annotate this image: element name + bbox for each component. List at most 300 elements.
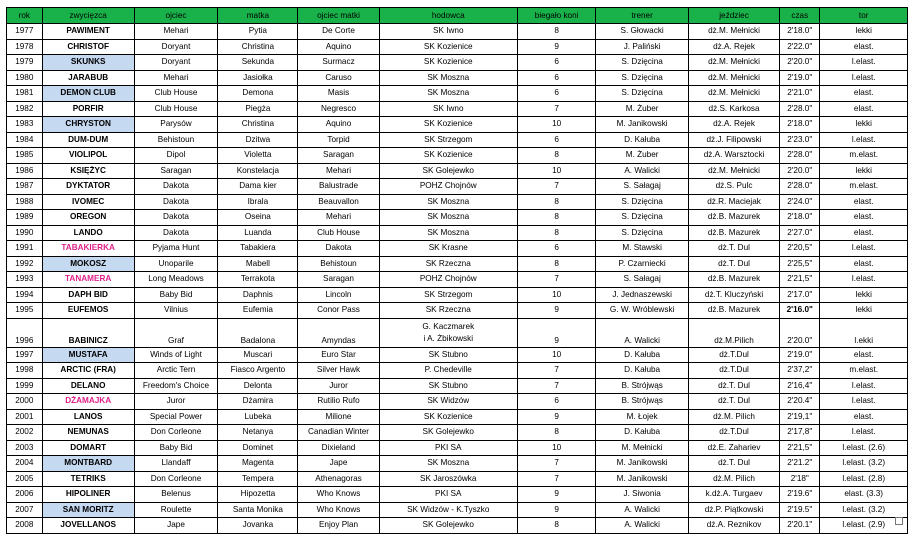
cell-czas[interactable]: 2'17,8" — [780, 425, 820, 441]
cell-matka[interactable]: Ibrala — [218, 194, 298, 210]
cell-ojciec[interactable]: Jape — [134, 518, 218, 534]
cell-tor[interactable]: elast. — [820, 86, 908, 102]
cell-hodowca[interactable]: SK Kozienice — [379, 148, 517, 164]
cell-biegalo-koni[interactable]: 10 — [517, 440, 595, 456]
cell-tor[interactable]: elast. — [820, 101, 908, 117]
cell-jezdziec[interactable]: dż.T.Dul — [688, 363, 779, 379]
cell-tor[interactable]: elast. (3.3) — [820, 487, 908, 503]
cell-hodowca[interactable]: SK Rzeczna — [379, 256, 517, 272]
cell-ojciec[interactable]: Baby Bid — [134, 440, 218, 456]
cell-hodowca[interactable]: PKI SA — [379, 440, 517, 456]
cell-biegalo-koni[interactable]: 9 — [517, 487, 595, 503]
cell-biegalo-koni[interactable]: 8 — [517, 24, 595, 40]
cell-matka[interactable]: Magenta — [218, 456, 298, 472]
cell-matka[interactable]: Terrakota — [218, 272, 298, 288]
column-header-tor[interactable]: tor — [820, 8, 908, 24]
cell-rok[interactable]: 1994 — [7, 287, 43, 303]
cell-tor[interactable]: elast. — [820, 194, 908, 210]
cell-rok[interactable]: 1978 — [7, 39, 43, 55]
cell-matka[interactable]: Delonta — [218, 378, 298, 394]
cell-zwyciezca[interactable]: DAPH BID — [42, 287, 134, 303]
cell-tor[interactable]: elast. — [820, 39, 908, 55]
cell-jezdziec[interactable]: dż.S. Pulc — [688, 179, 779, 195]
cell-jezdziec[interactable]: dż.B. Mazurek — [688, 272, 779, 288]
cell-trener[interactable]: M. Żuber — [596, 148, 689, 164]
cell-trener[interactable]: A. Walicki — [596, 502, 689, 518]
cell-ojciec[interactable]: Special Power — [134, 409, 218, 425]
cell-ojciec-matki[interactable]: Dixieland — [298, 440, 379, 456]
cell-rok[interactable]: 2003 — [7, 440, 43, 456]
cell-rok[interactable]: 1984 — [7, 132, 43, 148]
cell-jezdziec[interactable]: dż.T.Dul — [688, 425, 779, 441]
cell-jezdziec[interactable]: dż.M. Mełnicki — [688, 55, 779, 71]
cell-trener[interactable]: S. Sałagaj — [596, 179, 689, 195]
cell-trener[interactable]: M. Łojek — [596, 409, 689, 425]
cell-tor[interactable]: lekki — [820, 287, 908, 303]
cell-ojciec[interactable]: Saragan — [134, 163, 218, 179]
cell-jezdziec[interactable]: dż.M. Mełnicki — [688, 24, 779, 40]
cell-ojciec-matki[interactable]: Surmacz — [298, 55, 379, 71]
cell-biegalo-koni[interactable]: 7 — [517, 456, 595, 472]
cell-ojciec[interactable]: Roulette — [134, 502, 218, 518]
cell-rok[interactable]: 1986 — [7, 163, 43, 179]
cell-zwyciezca[interactable]: MONTBARD — [42, 456, 134, 472]
cell-trener[interactable]: A. Walicki — [596, 163, 689, 179]
cell-biegalo-koni[interactable]: 7 — [517, 471, 595, 487]
cell-zwyciezca[interactable]: PAWIMENT — [42, 24, 134, 40]
cell-tor[interactable]: l.elast. — [820, 241, 908, 257]
cell-tor[interactable]: l.elast. (2.6) — [820, 440, 908, 456]
cell-jezdziec[interactable]: dż.M.Pilich — [688, 318, 779, 347]
cell-zwyciezca[interactable]: BABINICZ — [42, 318, 134, 347]
column-header-trener[interactable]: trener — [596, 8, 689, 24]
cell-matka[interactable]: Hipozetta — [218, 487, 298, 503]
cell-biegalo-koni[interactable]: 7 — [517, 363, 595, 379]
cell-tor[interactable]: l.elast. — [820, 378, 908, 394]
cell-hodowca[interactable]: SK Moszna — [379, 194, 517, 210]
cell-rok[interactable]: 1985 — [7, 148, 43, 164]
cell-tor[interactable]: lekki — [820, 24, 908, 40]
cell-czas[interactable]: 2'24.0" — [780, 194, 820, 210]
cell-jezdziec[interactable]: dż.E. Zahariev — [688, 440, 779, 456]
cell-ojciec-matki[interactable]: Aquino — [298, 117, 379, 133]
cell-biegalo-koni[interactable]: 7 — [517, 179, 595, 195]
cell-czas[interactable]: 2'19.5" — [780, 502, 820, 518]
cell-trener[interactable]: J. Siwonia — [596, 487, 689, 503]
cell-zwyciezca[interactable]: VIOLIPOL — [42, 148, 134, 164]
cell-ojciec-matki[interactable]: Enjoy Plan — [298, 518, 379, 534]
cell-biegalo-koni[interactable]: 8 — [517, 425, 595, 441]
cell-hodowca[interactable]: SK Stubno — [379, 378, 517, 394]
cell-zwyciezca[interactable]: EUFEMOS — [42, 303, 134, 319]
cell-hodowca[interactable]: SK Strzegom — [379, 132, 517, 148]
cell-ojciec-matki[interactable]: Juror — [298, 378, 379, 394]
cell-czas[interactable]: 2'37,2" — [780, 363, 820, 379]
cell-zwyciezca[interactable]: PORFIR — [42, 101, 134, 117]
cell-matka[interactable]: Jasiołka — [218, 70, 298, 86]
cell-trener[interactable]: S. Głowacki — [596, 24, 689, 40]
cell-ojciec[interactable]: Dakota — [134, 225, 218, 241]
cell-ojciec-matki[interactable]: De Corte — [298, 24, 379, 40]
cell-jezdziec[interactable]: dż.T. Dul — [688, 378, 779, 394]
cell-trener[interactable]: B. Strójwąs — [596, 394, 689, 410]
cell-ojciec-matki[interactable]: Beauvallon — [298, 194, 379, 210]
cell-biegalo-koni[interactable]: 9 — [517, 303, 595, 319]
cell-jezdziec[interactable]: dż.T.Dul — [688, 347, 779, 363]
cell-zwyciezca[interactable]: SAN MORITZ — [42, 502, 134, 518]
cell-jezdziec[interactable]: dż.M. Pilich — [688, 471, 779, 487]
column-header-biegalo-koni[interactable]: biegało koni — [517, 8, 595, 24]
cell-trener[interactable]: S. Dzięcina — [596, 70, 689, 86]
cell-ojciec[interactable]: Dakota — [134, 179, 218, 195]
cell-tor[interactable]: m.elast. — [820, 363, 908, 379]
cell-czas[interactable]: 2'18.0" — [780, 210, 820, 226]
cell-rok[interactable]: 1988 — [7, 194, 43, 210]
cell-ojciec-matki[interactable]: Canadian Winter — [298, 425, 379, 441]
cell-tor[interactable]: elast. — [820, 347, 908, 363]
cell-rok[interactable]: 1992 — [7, 256, 43, 272]
cell-czas[interactable]: 2'17.0" — [780, 287, 820, 303]
cell-tor[interactable]: l.ekki — [820, 318, 908, 347]
cell-ojciec[interactable]: Baby Bid — [134, 287, 218, 303]
cell-rok[interactable]: 2001 — [7, 409, 43, 425]
cell-tor[interactable]: l.elast. (2.9) — [820, 518, 908, 534]
cell-matka[interactable]: Dama kier — [218, 179, 298, 195]
cell-hodowca[interactable]: SK Jaroszówka — [379, 471, 517, 487]
cell-hodowca[interactable]: POHZ Chojnów — [379, 179, 517, 195]
cell-matka[interactable]: Fiasco Argento — [218, 363, 298, 379]
cell-ojciec-matki[interactable]: Who Knows — [298, 502, 379, 518]
cell-hodowca[interactable]: SK Widzów — [379, 394, 517, 410]
cell-jezdziec[interactable]: dż.R. Maciejak — [688, 194, 779, 210]
cell-matka[interactable]: Netanya — [218, 425, 298, 441]
cell-ojciec[interactable]: Don Corleone — [134, 471, 218, 487]
cell-czas[interactable]: 2'18.0" — [780, 24, 820, 40]
cell-czas[interactable]: 2'28.0" — [780, 101, 820, 117]
cell-czas[interactable]: 2'21,5" — [780, 440, 820, 456]
cell-jezdziec[interactable]: dż.M. Mełnicki — [688, 163, 779, 179]
cell-biegalo-koni[interactable]: 8 — [517, 194, 595, 210]
cell-rok[interactable]: 1998 — [7, 363, 43, 379]
cell-czas[interactable]: 2'23.0" — [780, 132, 820, 148]
cell-tor[interactable]: elast. — [820, 409, 908, 425]
cell-hodowca[interactable]: SK Iwno — [379, 101, 517, 117]
cell-rok[interactable]: 1981 — [7, 86, 43, 102]
cell-biegalo-koni[interactable]: 8 — [517, 210, 595, 226]
column-header-jezdziec[interactable]: jeździec — [688, 8, 779, 24]
cell-trener[interactable]: B. Strójwąs — [596, 378, 689, 394]
cell-jezdziec[interactable]: dż.T. Dul — [688, 456, 779, 472]
cell-hodowca[interactable]: SK Kozienice — [379, 117, 517, 133]
cell-jezdziec[interactable]: dż.T. Dul — [688, 256, 779, 272]
cell-hodowca[interactable]: SK Moszna — [379, 225, 517, 241]
cell-rok[interactable]: 2007 — [7, 502, 43, 518]
cell-rok[interactable]: 1989 — [7, 210, 43, 226]
cell-tor[interactable]: l.elast. — [820, 132, 908, 148]
cell-czas[interactable]: 2'28.0" — [780, 148, 820, 164]
cell-zwyciezca[interactable]: TABAKIERKA — [42, 241, 134, 257]
cell-jezdziec[interactable]: dż.A. Reznikov — [688, 518, 779, 534]
cell-matka[interactable]: Piegża — [218, 101, 298, 117]
cell-trener[interactable]: A. Walicki — [596, 518, 689, 534]
column-header-zwyciezca[interactable]: zwycięzca — [42, 8, 134, 24]
cell-rok[interactable]: 1997 — [7, 347, 43, 363]
cell-matka[interactable]: Christina — [218, 117, 298, 133]
cell-jezdziec[interactable]: dż.J. Filipowski — [688, 132, 779, 148]
column-header-ojciec-matki[interactable]: ojciec matki — [298, 8, 379, 24]
cell-czas[interactable]: 2'20.1" — [780, 518, 820, 534]
cell-hodowca[interactable]: SK Strzegom — [379, 287, 517, 303]
cell-czas[interactable]: 2'20.0" — [780, 55, 820, 71]
cell-zwyciezca[interactable]: JOVELLANOS — [42, 518, 134, 534]
cell-czas[interactable]: 2'18" — [780, 471, 820, 487]
cell-biegalo-koni[interactable]: 9 — [517, 318, 595, 347]
cell-biegalo-koni[interactable]: 6 — [517, 132, 595, 148]
cell-ojciec[interactable]: Juror — [134, 394, 218, 410]
cell-jezdziec[interactable]: dż.A. Rejek — [688, 39, 779, 55]
cell-matka[interactable]: Oseina — [218, 210, 298, 226]
cell-matka[interactable]: Tabakiera — [218, 241, 298, 257]
column-header-matka[interactable]: matka — [218, 8, 298, 24]
cell-ojciec-matki[interactable]: Saragan — [298, 272, 379, 288]
cell-hodowca[interactable]: PKI SA — [379, 487, 517, 503]
cell-hodowca[interactable]: SK Moszna — [379, 86, 517, 102]
cell-zwyciezca[interactable]: HIPOLINER — [42, 487, 134, 503]
cell-ojciec-matki[interactable]: Athenagoras — [298, 471, 379, 487]
cell-biegalo-koni[interactable]: 6 — [517, 55, 595, 71]
cell-ojciec-matki[interactable]: Club House — [298, 225, 379, 241]
cell-matka[interactable]: Mabell — [218, 256, 298, 272]
cell-ojciec[interactable]: Club House — [134, 101, 218, 117]
cell-jezdziec[interactable]: k.dż.A. Turgaev — [688, 487, 779, 503]
cell-zwyciezca[interactable]: CHRISTOF — [42, 39, 134, 55]
cell-trener[interactable]: M. Mełnicki — [596, 440, 689, 456]
cell-hodowca[interactable]: SK Widzów - K.Tyszko — [379, 502, 517, 518]
cell-hodowca[interactable]: SK Moszna — [379, 210, 517, 226]
cell-trener[interactable]: S. Dzięcina — [596, 55, 689, 71]
cell-zwyciezca[interactable]: DOMART — [42, 440, 134, 456]
cell-jezdziec[interactable]: dż.A. Warsztocki — [688, 148, 779, 164]
cell-tor[interactable]: lekki — [820, 117, 908, 133]
cell-tor[interactable]: elast. — [820, 210, 908, 226]
cell-czas[interactable]: 2'19.0" — [780, 70, 820, 86]
cell-ojciec-matki[interactable]: Caruso — [298, 70, 379, 86]
cell-matka[interactable]: Sekunda — [218, 55, 298, 71]
cell-czas[interactable]: 2'28.0" — [780, 179, 820, 195]
cell-matka[interactable]: Demona — [218, 86, 298, 102]
cell-biegalo-koni[interactable]: 9 — [517, 39, 595, 55]
cell-ojciec-matki[interactable]: Amyndas — [298, 318, 379, 347]
cell-ojciec[interactable]: Graf — [134, 318, 218, 347]
cell-hodowca[interactable]: SK Rzeczna — [379, 303, 517, 319]
column-header-czas[interactable]: czas — [780, 8, 820, 24]
cell-biegalo-koni[interactable]: 9 — [517, 409, 595, 425]
cell-tor[interactable]: l.elast. (2.8) — [820, 471, 908, 487]
cell-ojciec[interactable]: Vilnius — [134, 303, 218, 319]
cell-trener[interactable]: D. Kałuba — [596, 132, 689, 148]
cell-tor[interactable]: elast. — [820, 256, 908, 272]
cell-zwyciezca[interactable]: MUSTAFA — [42, 347, 134, 363]
cell-czas[interactable]: 2'16.0" — [780, 303, 820, 319]
cell-jezdziec[interactable]: dż.P. Piątkowski — [688, 502, 779, 518]
cell-rok[interactable]: 1990 — [7, 225, 43, 241]
cell-tor[interactable]: m.elast. — [820, 148, 908, 164]
cell-rok[interactable]: 1999 — [7, 378, 43, 394]
cell-rok[interactable]: 1983 — [7, 117, 43, 133]
cell-trener[interactable]: M. Janikowski — [596, 117, 689, 133]
cell-matka[interactable]: Daphnis — [218, 287, 298, 303]
cell-hodowca[interactable]: SK Golejewko — [379, 425, 517, 441]
cell-hodowca[interactable]: SK Iwno — [379, 24, 517, 40]
cell-biegalo-koni[interactable]: 10 — [517, 287, 595, 303]
cell-trener[interactable]: S. Dzięcina — [596, 225, 689, 241]
cell-hodowca[interactable]: SK Moszna — [379, 456, 517, 472]
cell-ojciec[interactable]: Long Meadows — [134, 272, 218, 288]
cell-jezdziec[interactable]: dż.A. Rejek — [688, 117, 779, 133]
cell-trener[interactable]: M. Stawski — [596, 241, 689, 257]
cell-biegalo-koni[interactable]: 6 — [517, 86, 595, 102]
cell-jezdziec[interactable]: dż.B. Mazurek — [688, 210, 779, 226]
cell-zwyciezca[interactable]: TETRIKS — [42, 471, 134, 487]
cell-czas[interactable]: 2'20.4" — [780, 394, 820, 410]
cell-ojciec-matki[interactable]: Behistoun — [298, 256, 379, 272]
cell-rok[interactable]: 1980 — [7, 70, 43, 86]
cell-biegalo-koni[interactable]: 8 — [517, 148, 595, 164]
cell-ojciec[interactable]: Mehari — [134, 70, 218, 86]
cell-rok[interactable]: 1996 — [7, 318, 43, 347]
cell-biegalo-koni[interactable]: 8 — [517, 256, 595, 272]
cell-hodowca[interactable]: SK Golejewko — [379, 163, 517, 179]
cell-jezdziec[interactable]: dż.M. Mełnicki — [688, 86, 779, 102]
cell-trener[interactable]: A. Walicki — [596, 318, 689, 347]
cell-matka[interactable]: Pytia — [218, 24, 298, 40]
cell-zwyciezca[interactable]: IVOMEC — [42, 194, 134, 210]
cell-tor[interactable]: l.elast. — [820, 394, 908, 410]
cell-jezdziec[interactable]: dż.B. Mazurek — [688, 225, 779, 241]
cell-zwyciezca[interactable]: KSIĘŻYC — [42, 163, 134, 179]
cell-hodowca[interactable]: G. Kaczmarek i A. Żbikowski — [379, 318, 517, 347]
cell-ojciec-matki[interactable]: Negresco — [298, 101, 379, 117]
cell-zwyciezca[interactable]: DŻAMAJKA — [42, 394, 134, 410]
cell-ojciec[interactable]: Mehari — [134, 24, 218, 40]
cell-zwyciezca[interactable]: DELANO — [42, 378, 134, 394]
cell-zwyciezca[interactable]: MOKOSZ — [42, 256, 134, 272]
cell-trener[interactable]: S. Dzięcina — [596, 86, 689, 102]
cell-biegalo-koni[interactable]: 10 — [517, 163, 595, 179]
cell-ojciec[interactable]: Freedom's Choice — [134, 378, 218, 394]
cell-ojciec[interactable]: Parysów — [134, 117, 218, 133]
cell-hodowca[interactable]: SK Kozienice — [379, 39, 517, 55]
cell-ojciec[interactable]: Dakota — [134, 210, 218, 226]
cell-matka[interactable]: Dominet — [218, 440, 298, 456]
cell-trener[interactable]: S. Dzięcina — [596, 194, 689, 210]
cell-matka[interactable]: Badalona — [218, 318, 298, 347]
cell-rok[interactable]: 2008 — [7, 518, 43, 534]
cell-hodowca[interactable]: P. Chedeville — [379, 363, 517, 379]
cell-czas[interactable]: 2'19,1" — [780, 409, 820, 425]
cell-trener[interactable]: P. Czarniecki — [596, 256, 689, 272]
cell-trener[interactable]: M. Janikowski — [596, 471, 689, 487]
cell-ojciec[interactable]: Unoparile — [134, 256, 218, 272]
cell-hodowca[interactable]: SK Kozienice — [379, 409, 517, 425]
cell-czas[interactable]: 2'27.0" — [780, 225, 820, 241]
cell-biegalo-koni[interactable]: 9 — [517, 502, 595, 518]
cell-matka[interactable]: Santa Monika — [218, 502, 298, 518]
cell-matka[interactable]: Luanda — [218, 225, 298, 241]
cell-zwyciezca[interactable]: OREGON — [42, 210, 134, 226]
cell-ojciec[interactable]: Pyjama Hunt — [134, 241, 218, 257]
cell-rok[interactable]: 2005 — [7, 471, 43, 487]
cell-matka[interactable]: Muscari — [218, 347, 298, 363]
cell-ojciec[interactable]: Llandaff — [134, 456, 218, 472]
cell-trener[interactable]: S. Dzięcina — [596, 210, 689, 226]
cell-matka[interactable]: Eufemia — [218, 303, 298, 319]
cell-jezdziec[interactable]: dż.M. Pilich — [688, 409, 779, 425]
cell-zwyciezca[interactable]: JARABUB — [42, 70, 134, 86]
cell-biegalo-koni[interactable]: 6 — [517, 70, 595, 86]
cell-trener[interactable]: G. W. Wróblewski — [596, 303, 689, 319]
cell-jezdziec[interactable]: dż.T. Dul — [688, 241, 779, 257]
cell-ojciec-matki[interactable]: Milione — [298, 409, 379, 425]
cell-ojciec[interactable]: Winds of Light — [134, 347, 218, 363]
cell-tor[interactable]: l.elast. — [820, 425, 908, 441]
cell-ojciec[interactable]: Dipol — [134, 148, 218, 164]
cell-tor[interactable]: lekki — [820, 163, 908, 179]
cell-ojciec-matki[interactable]: Torpid — [298, 132, 379, 148]
column-header-ojciec[interactable]: ojciec — [134, 8, 218, 24]
cell-matka[interactable]: Dżamira — [218, 394, 298, 410]
cell-zwyciezca[interactable]: DYKTATOR — [42, 179, 134, 195]
cell-jezdziec[interactable]: dż.T. Dul — [688, 394, 779, 410]
cell-jezdziec[interactable]: dż.B. Mazurek — [688, 303, 779, 319]
cell-tor[interactable]: l.elast. — [820, 55, 908, 71]
cell-czas[interactable]: 2'21.0" — [780, 86, 820, 102]
cell-jezdziec[interactable]: dż.M. Mełnicki — [688, 70, 779, 86]
cell-jezdziec[interactable]: dż.S. Karkosa — [688, 101, 779, 117]
cell-rok[interactable]: 1995 — [7, 303, 43, 319]
cell-rok[interactable]: 1982 — [7, 101, 43, 117]
cell-biegalo-koni[interactable]: 6 — [517, 394, 595, 410]
cell-rok[interactable]: 1991 — [7, 241, 43, 257]
cell-zwyciezca[interactable]: ARCTIC (FRA) — [42, 363, 134, 379]
cell-ojciec[interactable]: Don Corleone — [134, 425, 218, 441]
column-header-hodowca[interactable]: hodowca — [379, 8, 517, 24]
cell-matka[interactable]: Lubeka — [218, 409, 298, 425]
cell-ojciec-matki[interactable]: Balustrade — [298, 179, 379, 195]
cell-biegalo-koni[interactable]: 7 — [517, 101, 595, 117]
cell-biegalo-koni[interactable]: 10 — [517, 347, 595, 363]
cell-zwyciezca[interactable]: NEMUNAS — [42, 425, 134, 441]
cell-trener[interactable]: M. Janikowski — [596, 456, 689, 472]
cell-czas[interactable]: 2'20,5" — [780, 241, 820, 257]
cell-zwyciezca[interactable]: LANOS — [42, 409, 134, 425]
cell-matka[interactable]: Tempera — [218, 471, 298, 487]
cell-zwyciezca[interactable]: CHRYSTON — [42, 117, 134, 133]
cell-ojciec-matki[interactable]: Conor Pass — [298, 303, 379, 319]
cell-biegalo-koni[interactable]: 8 — [517, 225, 595, 241]
cell-biegalo-koni[interactable]: 7 — [517, 272, 595, 288]
cell-matka[interactable]: Christina — [218, 39, 298, 55]
cell-czas[interactable]: 2'20.0" — [780, 163, 820, 179]
cell-zwyciezca[interactable]: SKUNKS — [42, 55, 134, 71]
cell-trener[interactable]: D. Kałuba — [596, 363, 689, 379]
cell-rok[interactable]: 1977 — [7, 24, 43, 40]
cell-tor[interactable]: lekki — [820, 303, 908, 319]
cell-trener[interactable]: J. Paliński — [596, 39, 689, 55]
cell-ojciec[interactable]: Dakota — [134, 194, 218, 210]
cell-zwyciezca[interactable]: LANDO — [42, 225, 134, 241]
cell-hodowca[interactable]: SK Stubno — [379, 347, 517, 363]
